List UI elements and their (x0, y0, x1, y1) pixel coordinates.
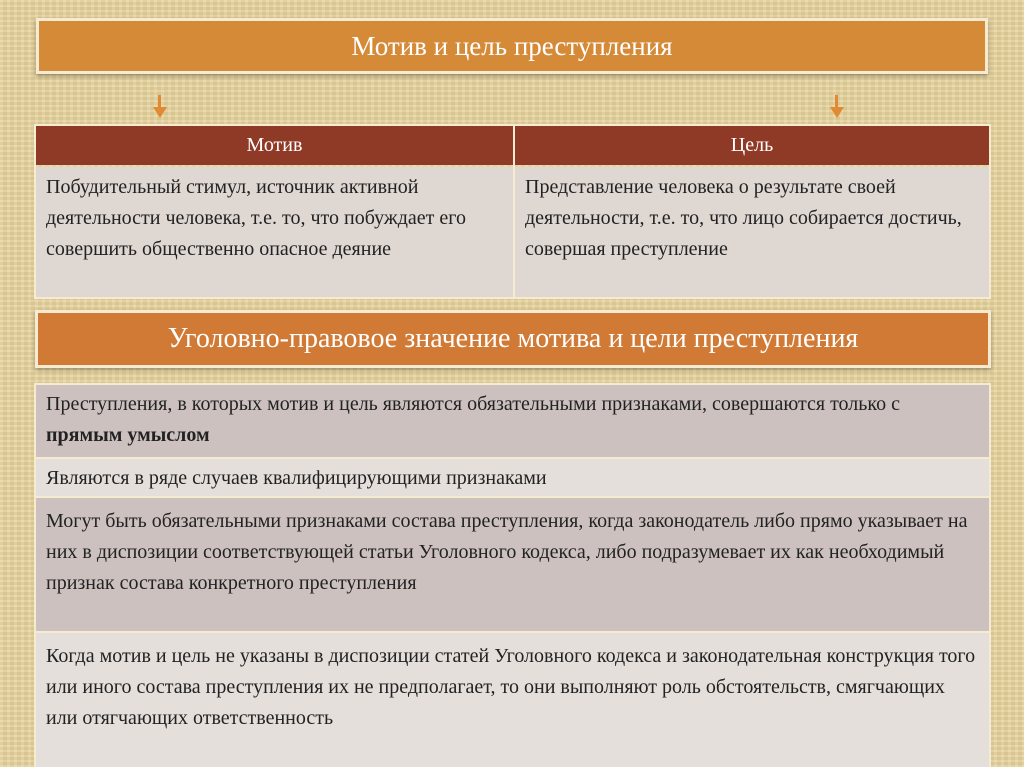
slide-title (36, 18, 988, 74)
section-title-text: Уголовно-правовое значение мотива и цели преступления (167, 323, 859, 354)
list-item (36, 459, 989, 496)
goal-definition: Представление человека о результате своей деятельности, т.е. то, что лицо собирается достичь, совершая преступление (515, 167, 989, 297)
list-item (36, 385, 989, 457)
list-item (36, 498, 989, 631)
list-item (36, 633, 989, 767)
slide-title-text: Мотив и цель преступления (351, 30, 673, 61)
motive-header: Мотив (36, 126, 513, 165)
motive-goal-table (34, 124, 991, 299)
list-item-bold-text: прямым умыслом (46, 424, 210, 446)
list-item-text: Могут быть обязательными признаками состава преступления, когда законодатель либо прямо указывает на них в диспозиции соответствующей статьи Уголовного кодекса, либо подразумевает их как необходимый признак состава конкретного преступления (46, 510, 968, 594)
list-item-text: Преступления, в которых мотив и цель являются обязательными признаками, совершаются только с (46, 393, 900, 415)
goal-header: Цель (515, 126, 989, 165)
significance-list (34, 383, 991, 767)
arrow-down-left-icon (153, 95, 167, 121)
section-title (35, 310, 991, 368)
list-item-text: Когда мотив и цель не указаны в диспозиции статей Уголовного кодекса и законодательная конструкция того или иного состава преступления их не предполагает, то они выполняют роль обстоятельств, смягчающих или отягчающих ответственность (46, 645, 976, 729)
list-item-text: Являются в ряде случаев квалифицирующими признаками (46, 467, 547, 489)
arrow-down-right-icon (830, 95, 844, 121)
motive-definition: Побудительный стимул, источник активной деятельности человека, т.е. то, что побуждает его совершить общественно опасное деяние (36, 167, 513, 297)
